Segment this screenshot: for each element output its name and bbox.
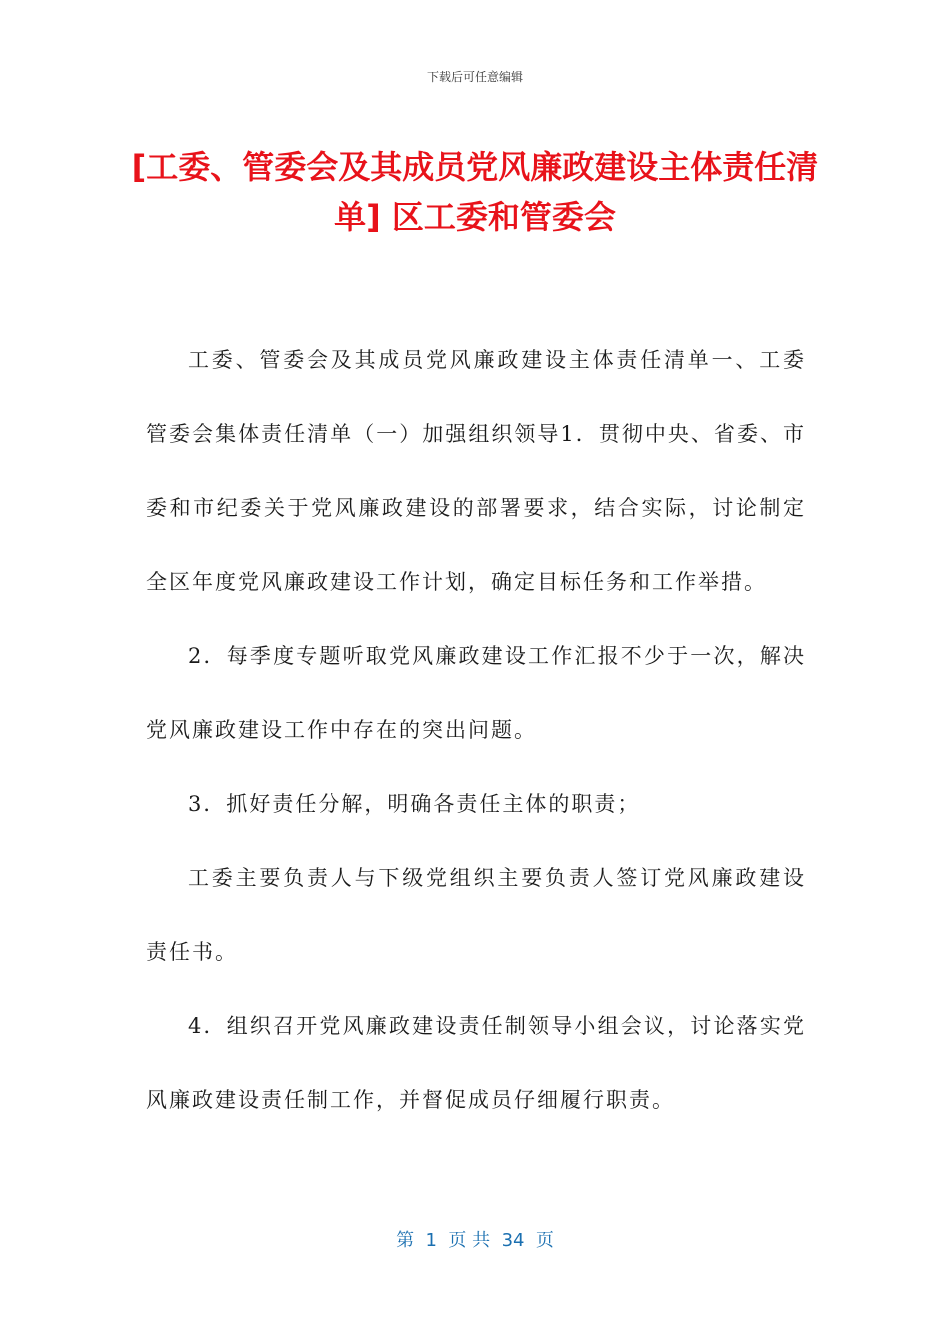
header-note: 下载后可任意编辑: [426, 70, 523, 84]
document-title: [工委、管委会及其成员党风廉政建设主体责任清单] 区工委和管委会: [131, 148, 819, 236]
paragraph: 工委主要负责人与下级党组织主要负责人签订党风廉政建设责任书。: [146, 866, 806, 964]
paragraph: 工委、管委会及其成员党风廉政建设主体责任清单一、工委管委会集体责任清单（一）加强组织领导1．贯彻中央、省委、市委和市纪委关于党风廉政建设的部署要求，结合实际，讨论制定全区年度党风廉政建设工作计划，确定目标任务和工作举措。: [146, 348, 806, 594]
document-body: [146, 323, 806, 1137]
paragraph: 3．抓好责任分解，明确各责任主体的职责；: [188, 792, 641, 816]
paragraph: 4．组织召开党风廉政建设责任制领导小组会议，讨论落实党风廉政建设责任制工作，并督促成员仔细履行职责。: [146, 1014, 806, 1112]
page-number-footer: 第 1 页 共 34 页: [396, 1230, 554, 1251]
paragraph: 2．每季度专题听取党风廉政建设工作汇报不少于一次，解决党风廉政建设工作中存在的突出问题。: [146, 644, 806, 742]
